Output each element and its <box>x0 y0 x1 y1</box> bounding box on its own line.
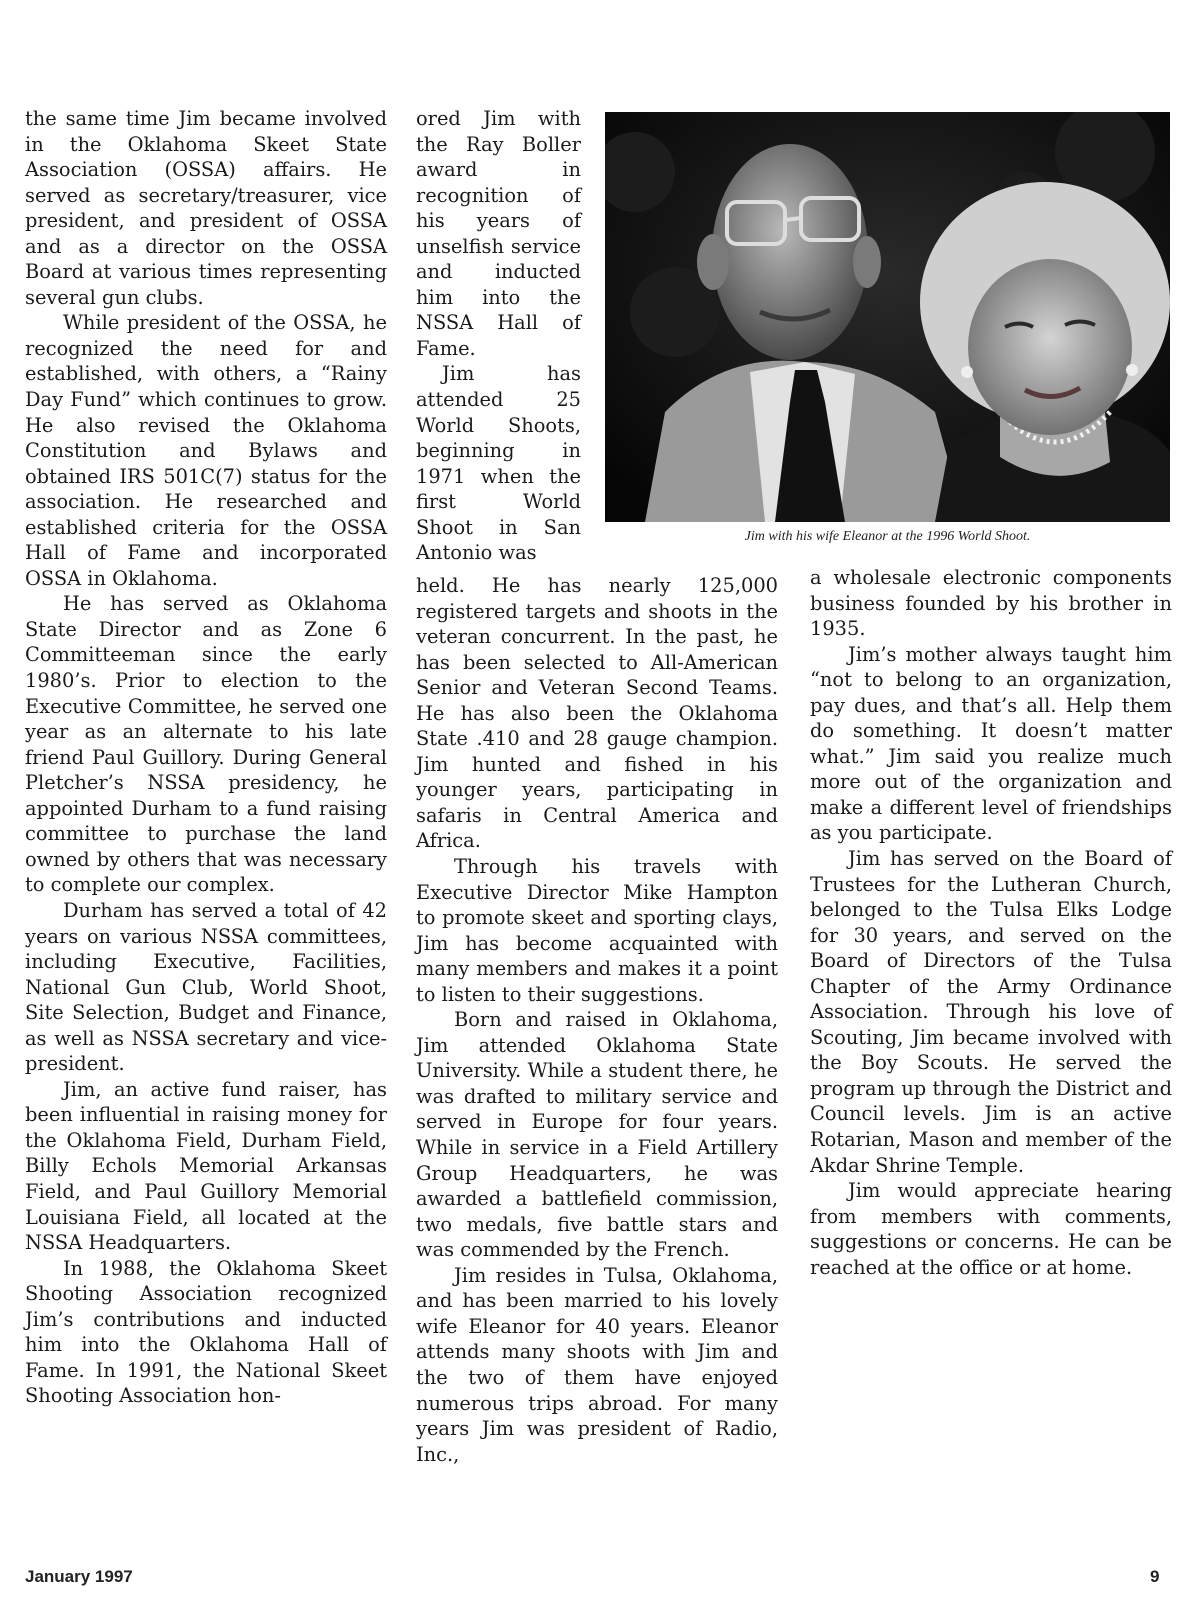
paragraph: Jim has attended 25 World Shoots, beginning in 1971 when the first World Shoot in San Antonio was <box>416 362 581 565</box>
paragraph: Jim, an active fund raiser, has been influential in raising money for the Oklahoma Field, Durham Field, Billy Echols Memorial Arkansas Field, and Paul Guillory Memorial Louisiana Field, all located at the NSSA Headquarters. <box>25 1077 387 1255</box>
paragraph: While president of the OSSA, he recognized the need for and established, with others, a “Rainy Day Fund” which continues to grow. He also revised the Oklahoma Constitution and Bylaws and obtained IRS 501C(7) status for the association. He researched and established criteria for the OSSA Hall of Fame and incorporated OSSA in Oklahoma. <box>25 311 387 590</box>
paragraph: Through his travels with Executive Director Mike Hampton to promote skeet and sporting clays, Jim has become acquainted with many members and makes it a point to listen to their suggestions. <box>416 855 778 1006</box>
paragraph: Jim’s mother always taught him “not to belong to an organization, pay dues, and that’s all. Help them do something. It doesn’t matter what.” Jim said you realize much more out of the organization and make a different level of friendships as you participate. <box>810 642 1172 845</box>
article-column-2-narrow <box>416 106 581 566</box>
paragraph: a wholesale electronic components business founded by his brother in 1935. <box>810 566 1172 641</box>
photo-jim-and-eleanor <box>605 112 1170 522</box>
paragraph: the same time Jim became involved in the Oklahoma Skeet State Association (OSSA) affairs. He served as secretary/treasurer, vice president, and president of OSSA and as a director on the OSSA Board at various times representing several gun clubs. <box>25 107 387 309</box>
article-column-1 <box>25 106 387 1409</box>
paragraph: Born and raised in Oklahoma, Jim attended Oklahoma State University. While a student there, he was drafted to military service and served in Europe for four years. While in service in a Field Artillery Group Headquarters, he was awarded a battlefield commission, two medals, five battle stars and was commended by the French. <box>416 1008 778 1262</box>
photo-caption: Jim with his wife Eleanor at the 1996 World Shoot. <box>744 529 1031 544</box>
article-column-2-wide <box>416 573 778 1467</box>
paragraph: held. He has nearly 125,000 registered targets and shoots in the veteran concurrent. In the past, he has been selected to All-American Senior and Veteran Second Teams. He has also been the Oklahoma State .410 and 28 gauge champion. Jim hunted and fished in his younger years, participating in safaris in Central America and Africa. <box>416 574 778 853</box>
article-column-3 <box>810 565 1172 1280</box>
paragraph: Jim would appreciate hearing from members with comments, suggestions or concerns. He can be reached at the office or at home. <box>810 1179 1172 1279</box>
paragraph: Jim resides in Tulsa, Oklahoma, and has been married to his lovely wife Eleanor for 40 years. Eleanor attends many shoots with Jim and the two of them have enjoyed numerous trips abroad. For many years Jim was president of Radio, Inc., <box>416 1263 778 1466</box>
paragraph: In 1988, the Oklahoma Skeet Shooting Association recognized Jim’s contributions and inducted him into the Oklahoma Hall of Fame. In 1991, the National Skeet Shooting Association hon- <box>25 1256 387 1408</box>
paragraph: He has served as Oklahoma State Director and as Zone 6 Committeeman since the early 1980’s. Prior to election to the Executive Committee, he served one year as an alternate to his late friend Paul Guillory. During General Pletcher’s NSSA presidency, he appointed Durham to a fund raising committee to purchase the land owned by others that was necessary to complete our complex. <box>25 592 387 897</box>
paragraph: Durham has served a total of 42 years on various NSSA committees, including Executive, Facilities, National Gun Club, World Shoot, Site Selection, Budget and Finance, as well as NSSA secretary and vice-president. <box>25 898 387 1076</box>
paragraph: Jim has served on the Board of Trustees for the Lutheran Church, belonged to the Tulsa Elks Lodge for 30 years, and served on the Board of Directors of the Tulsa Chapter of the Army Ordinance Association. Through his love of Scouting, Jim became involved with the Boy Scouts. He served the program up through the District and Council levels. Jim is an active Rotarian, Mason and member of the Akdar Shrine Temple. <box>810 847 1172 1177</box>
footer-date: January 1997 <box>25 1567 133 1586</box>
page-number: 9 <box>1150 1567 1160 1586</box>
paragraph: ored Jim with the Ray Boller award in recognition of his years of unselfish service and inducted him into the NSSA Hall of Fame. <box>416 107 581 360</box>
photo-illustration <box>605 112 1170 522</box>
